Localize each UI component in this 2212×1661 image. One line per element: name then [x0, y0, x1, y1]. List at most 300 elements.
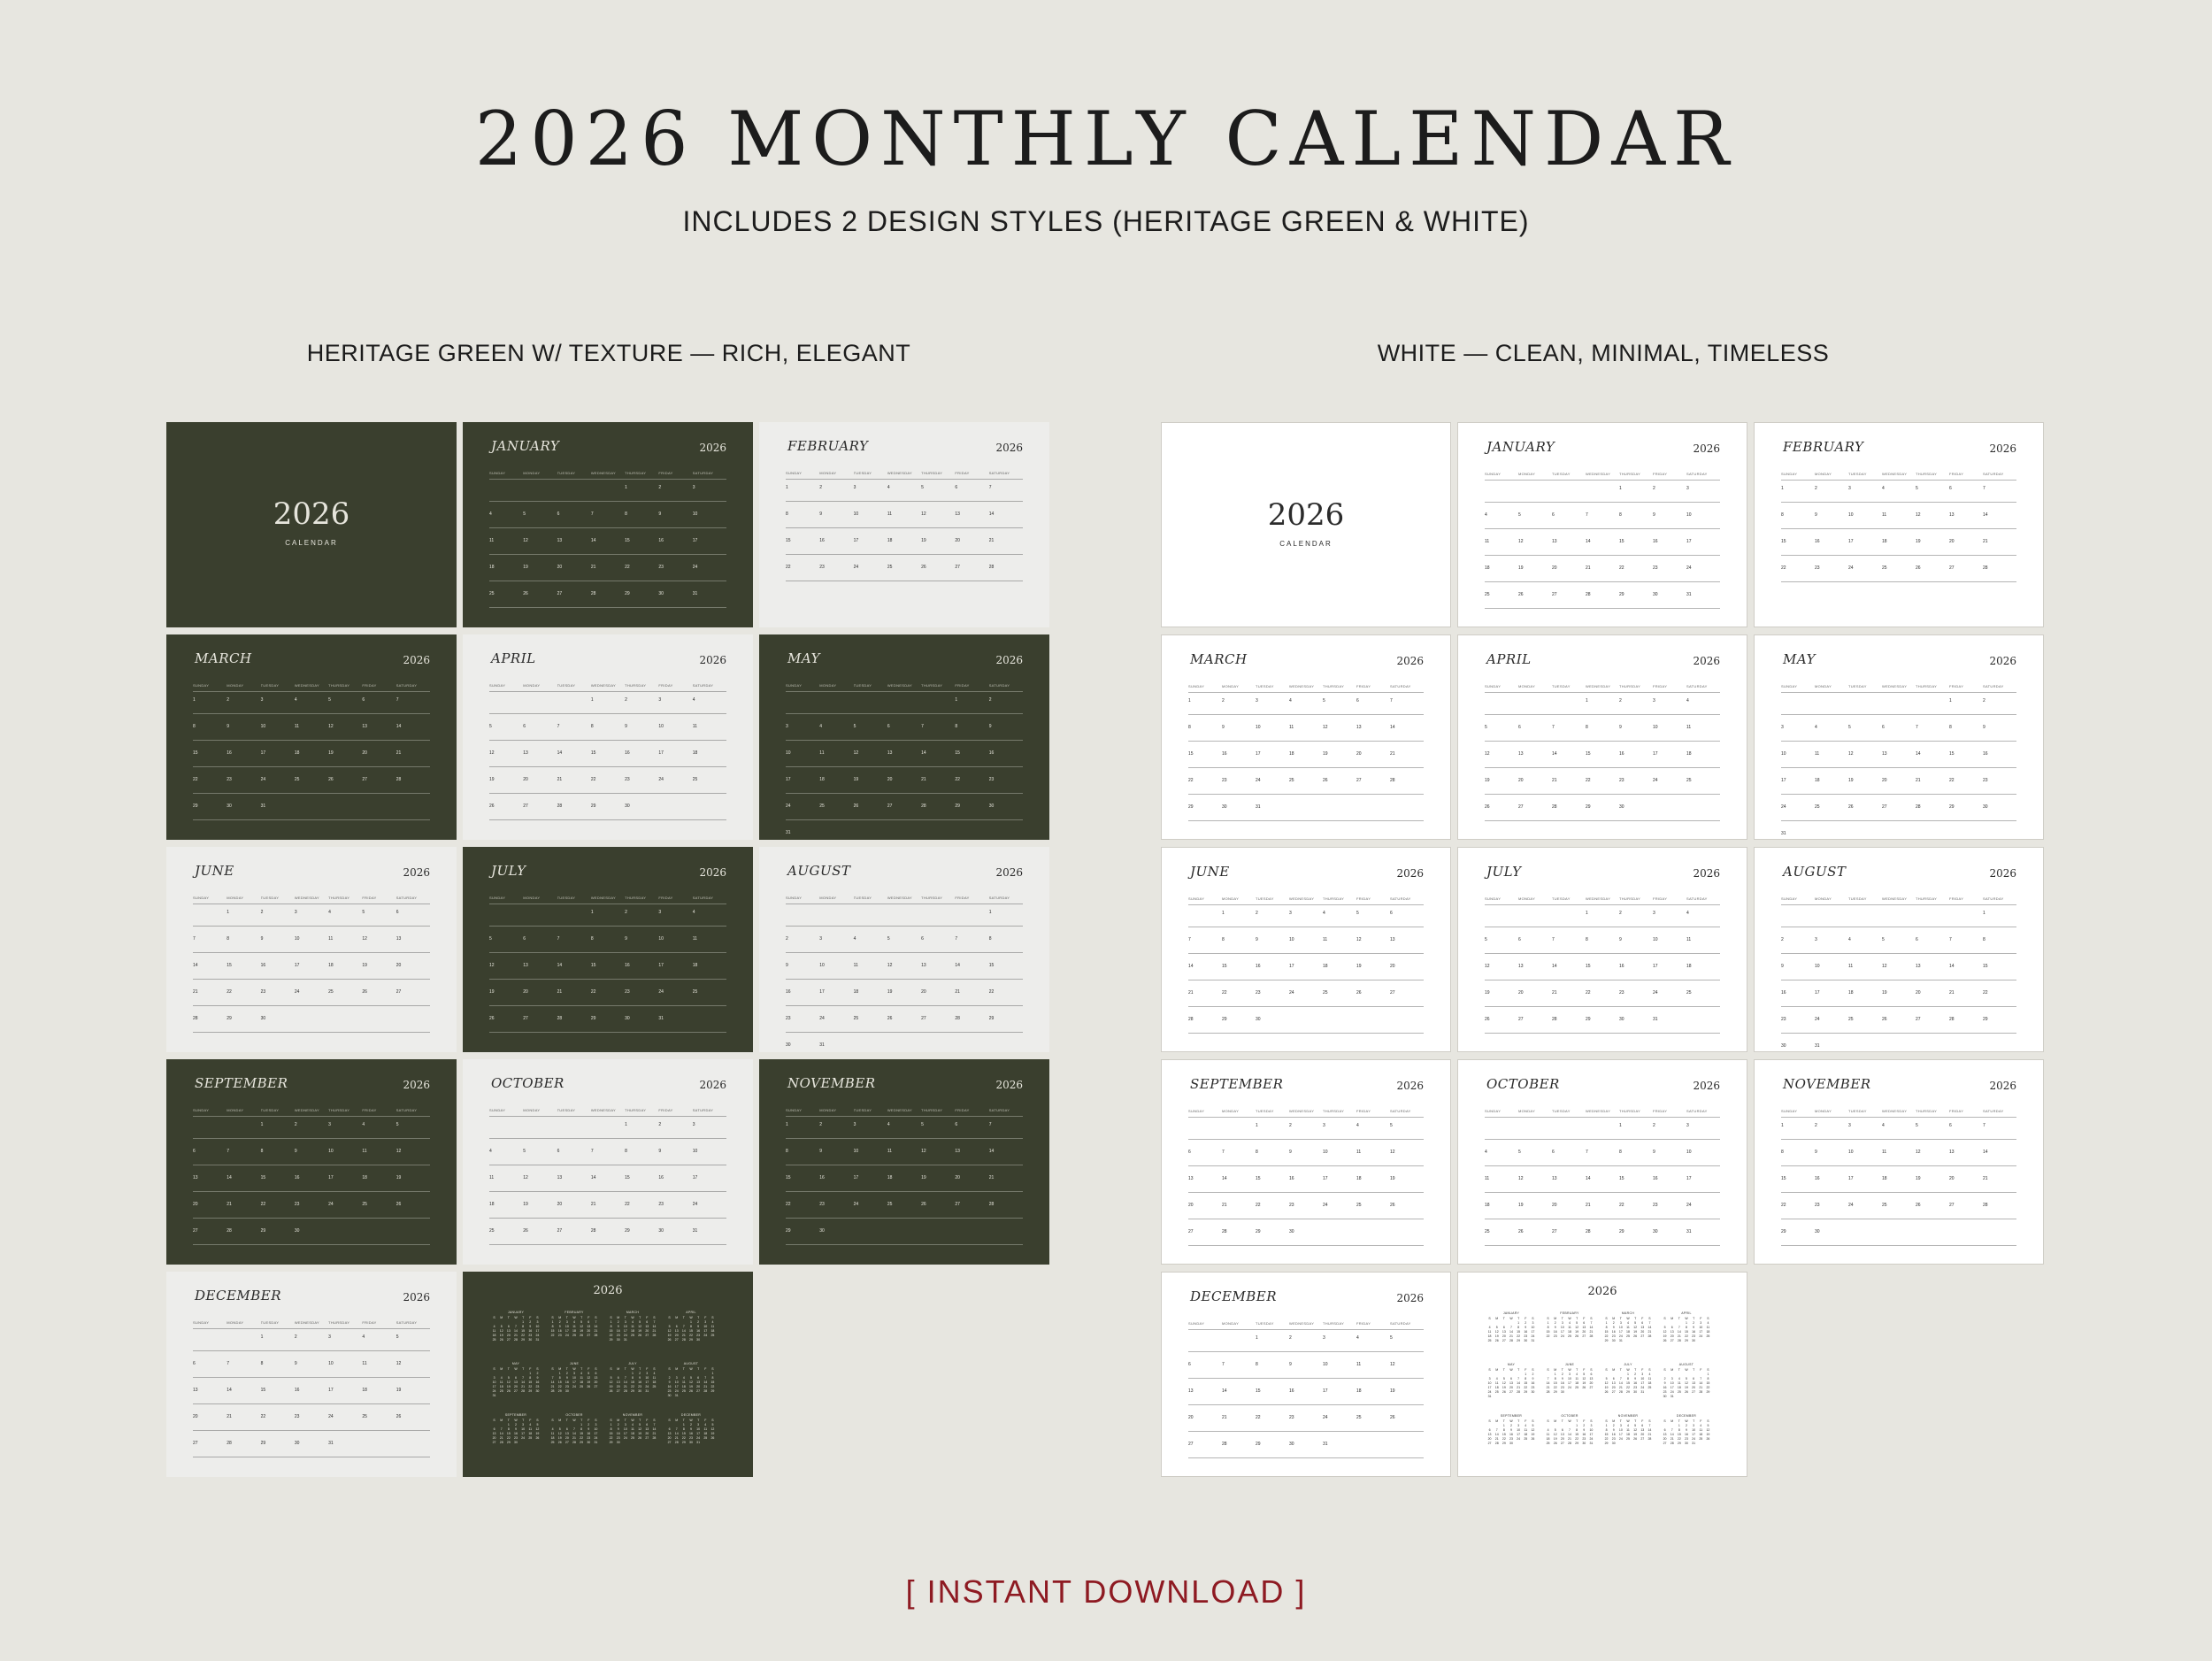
- mini-date: 18: [1706, 1330, 1710, 1334]
- mini-weekday: M: [1612, 1419, 1616, 1423]
- week-dates: [489, 1228, 726, 1234]
- weekday-header: [489, 471, 726, 478]
- date-number: 23: [1222, 778, 1227, 783]
- week-dates: [1781, 1043, 2016, 1049]
- weekday-label: TUESDAY: [1256, 1321, 1274, 1326]
- date-number: 2: [260, 910, 264, 915]
- mini-date: 8: [529, 1376, 532, 1380]
- mini-date: 3: [493, 1376, 495, 1380]
- row-line: [1485, 1139, 1720, 1140]
- mini-date: 28: [1589, 1334, 1594, 1338]
- mini-date: 23: [689, 1436, 693, 1440]
- mini-date: 27: [1582, 1334, 1586, 1338]
- date-number: 5: [887, 936, 890, 942]
- mini-date: 4: [1700, 1424, 1702, 1427]
- row-line: [1485, 1192, 1720, 1193]
- mini-date: 7: [1700, 1377, 1702, 1380]
- weekday-label: SUNDAY: [786, 1108, 803, 1112]
- date-number: 8: [590, 724, 594, 729]
- date-number: 18: [692, 750, 698, 756]
- mini-date: 31: [1618, 1339, 1623, 1342]
- mini-month-november: [1603, 1414, 1653, 1445]
- weekday-label: SUNDAY: [193, 1320, 210, 1325]
- week-row: [193, 1385, 430, 1404]
- week-dates: [1188, 1176, 1424, 1181]
- date-number: 23: [1289, 1203, 1294, 1208]
- mini-date: 3: [573, 1372, 575, 1375]
- date-number: 12: [1390, 1150, 1395, 1155]
- mini-date: 23: [1553, 1334, 1557, 1338]
- date-number: 20: [396, 963, 402, 968]
- mini-date: 17: [535, 1329, 540, 1333]
- mini-date: 12: [689, 1380, 693, 1384]
- month-page-november: [1754, 1059, 2044, 1265]
- weekday-label: FRIDAY: [955, 896, 970, 900]
- mini-date: 11: [1487, 1330, 1492, 1334]
- mini-weekday: S: [711, 1316, 714, 1319]
- date-number: 24: [658, 989, 664, 995]
- mini-date: 29: [681, 1441, 686, 1444]
- date-number: [887, 1042, 921, 1048]
- date-number: 23: [260, 989, 266, 995]
- mini-month-name: JUNE: [569, 1362, 580, 1365]
- date-number: 5: [1390, 1335, 1393, 1341]
- mini-month-grid: [1603, 1419, 1653, 1445]
- mini-date: 16: [1524, 1330, 1528, 1334]
- mini-weekday: S: [1707, 1317, 1709, 1320]
- week-row: [786, 827, 1023, 840]
- header-divider: [1485, 692, 1720, 693]
- date-number: 26: [1356, 990, 1362, 996]
- row-line: [786, 713, 1023, 714]
- date-number: [1222, 1335, 1256, 1341]
- date-number: 29: [1781, 1229, 1786, 1234]
- date-number: 4: [1686, 911, 1689, 916]
- date-number: 31: [692, 1228, 698, 1234]
- mini-date: 21: [550, 1385, 555, 1388]
- mini-date: 8: [1686, 1326, 1687, 1329]
- mini-date: 7: [1569, 1428, 1571, 1432]
- weekday-label: SUNDAY: [193, 1108, 210, 1112]
- mini-weekday: W: [1685, 1419, 1688, 1423]
- date-number: 5: [523, 1149, 526, 1154]
- row-line: [1781, 953, 2016, 954]
- mini-date: 19: [580, 1329, 584, 1333]
- date-number: 22: [1586, 778, 1591, 783]
- row-line: [193, 952, 430, 953]
- date-number: [921, 1042, 955, 1048]
- mini-date: 16: [1633, 1381, 1638, 1385]
- row-line: [786, 819, 1023, 820]
- mini-date: 18: [572, 1329, 576, 1333]
- mini-date: 7: [1547, 1377, 1549, 1380]
- date-number: [1983, 1043, 2016, 1049]
- date-number: 1: [786, 1122, 788, 1127]
- date-number: 5: [396, 1334, 399, 1340]
- header-divider: [1485, 1117, 1720, 1118]
- date-number: 10: [1323, 1150, 1328, 1155]
- date-number: 16: [625, 750, 630, 756]
- date-number: [1983, 1229, 2016, 1234]
- date-number: [1949, 911, 1983, 916]
- mini-date: 7: [1671, 1428, 1673, 1432]
- mini-weekday: T: [1619, 1419, 1622, 1423]
- mini-date: 17: [572, 1380, 576, 1384]
- date-number: 12: [1390, 1362, 1395, 1367]
- date-number: 5: [489, 936, 492, 942]
- cover-year: 2026: [273, 496, 350, 532]
- mini-weekday: F: [1525, 1419, 1527, 1423]
- mini-blank: [687, 1372, 694, 1375]
- mini-date: 12: [1633, 1428, 1638, 1432]
- week-dates: [489, 1122, 726, 1127]
- date-number: [396, 1441, 430, 1446]
- year-overview-page: [1457, 1272, 1747, 1477]
- date-number: 12: [489, 750, 495, 756]
- week-row: [1781, 1147, 2016, 1166]
- mini-date: 9: [1532, 1377, 1534, 1380]
- date-number: 13: [1552, 539, 1557, 544]
- weekday-header: [193, 896, 430, 903]
- mini-month-grid: [549, 1419, 599, 1444]
- mini-weekday: T: [522, 1419, 525, 1422]
- mini-date: 20: [667, 1436, 672, 1440]
- mini-date: 26: [1685, 1390, 1688, 1394]
- mini-date: 26: [1633, 1437, 1638, 1441]
- date-number: 10: [1289, 937, 1294, 942]
- date-number: 30: [658, 591, 664, 596]
- weekday-label: TUESDAY: [853, 683, 872, 688]
- weekday-label: SATURDAY: [1983, 472, 2004, 476]
- mini-weekday: S: [1590, 1419, 1593, 1423]
- week-row: [1485, 988, 1720, 1007]
- date-number: [1552, 486, 1586, 491]
- week-row: [1781, 988, 2016, 1007]
- date-number: 22: [786, 1202, 791, 1207]
- month-page-march: [1161, 634, 1451, 840]
- mini-date: 11: [703, 1427, 708, 1431]
- weekday-label: WEDNESDAY: [1586, 1109, 1611, 1113]
- date-number: 20: [1949, 1176, 1955, 1181]
- mini-date: 20: [1611, 1386, 1616, 1389]
- mini-month-january: [1486, 1311, 1536, 1342]
- date-number: 31: [819, 1042, 825, 1048]
- date-number: 16: [1815, 1176, 1820, 1181]
- month-year: 2026: [1693, 442, 1720, 455]
- week-row: [193, 1173, 430, 1192]
- mini-date: 4: [1576, 1373, 1578, 1376]
- week-row: [489, 588, 726, 608]
- mini-date: 20: [645, 1329, 649, 1333]
- mini-weekday: T: [1678, 1368, 1680, 1372]
- date-number: 8: [1781, 512, 1784, 518]
- mini-month-name: JANUARY: [1502, 1311, 1520, 1315]
- week-row: [193, 801, 430, 820]
- date-number: 26: [328, 777, 334, 782]
- mini-date: 5: [536, 1423, 539, 1426]
- mini-date: 27: [1560, 1442, 1564, 1445]
- mini-blank: [1669, 1373, 1675, 1376]
- mini-date: 28: [499, 1441, 503, 1444]
- mini-weekday: W: [1626, 1317, 1630, 1320]
- month-name: NOVEMBER: [1783, 1076, 1871, 1092]
- mini-weekday: T: [624, 1316, 626, 1319]
- month-year: 2026: [1989, 867, 2016, 880]
- row-line: [193, 1430, 430, 1431]
- weekday-label: SUNDAY: [1188, 896, 1205, 901]
- date-number: [1781, 698, 1815, 704]
- date-number: 30: [1619, 804, 1624, 810]
- mini-date: 1: [690, 1320, 692, 1324]
- mini-blank: [505, 1320, 511, 1324]
- date-number: 22: [1188, 778, 1194, 783]
- date-number: 2: [786, 936, 788, 942]
- mini-date: 6: [668, 1427, 671, 1431]
- date-number: 25: [489, 1228, 495, 1234]
- mini-date: 15: [1604, 1433, 1609, 1436]
- week-row: [193, 748, 430, 767]
- date-number: 4: [294, 697, 297, 703]
- date-number: 25: [887, 1202, 893, 1207]
- month-page-march: [166, 634, 457, 840]
- mini-date: 13: [594, 1376, 598, 1380]
- date-number: 9: [658, 1149, 662, 1154]
- date-number: 12: [1882, 964, 1887, 969]
- date-number: 25: [1686, 778, 1692, 783]
- date-number: 2: [294, 1122, 297, 1127]
- date-number: 27: [396, 989, 402, 995]
- mini-date: 6: [507, 1325, 510, 1328]
- date-number: 21: [590, 565, 596, 570]
- weekday-label: THURSDAY: [625, 1108, 647, 1112]
- mini-date: 14: [652, 1427, 657, 1431]
- row-line: [193, 713, 430, 714]
- weekday-label: TUESDAY: [1256, 1109, 1274, 1113]
- mini-date: 31: [1589, 1442, 1594, 1445]
- date-number: 4: [692, 910, 695, 915]
- week-dates: [786, 989, 1023, 995]
- date-number: 10: [1653, 725, 1658, 730]
- week-dates: [1485, 698, 1720, 704]
- date-number: [1289, 1017, 1323, 1022]
- mini-date: 14: [499, 1432, 503, 1435]
- mini-date: 3: [697, 1423, 700, 1426]
- date-number: 12: [396, 1149, 402, 1154]
- mini-date: 28: [1670, 1442, 1674, 1445]
- date-number: 9: [625, 936, 627, 942]
- mini-date: 15: [1706, 1381, 1710, 1385]
- weekday-label: FRIDAY: [362, 1320, 377, 1325]
- week-row: [1188, 1227, 1424, 1246]
- mini-date: 13: [667, 1432, 672, 1435]
- week-dates: [786, 1149, 1023, 1154]
- date-number: 4: [819, 724, 823, 729]
- date-number: 19: [1485, 990, 1490, 996]
- date-number: 2: [1653, 1123, 1655, 1128]
- month-name: NOVEMBER: [787, 1075, 876, 1091]
- mini-date: 28: [1568, 1442, 1571, 1445]
- date-number: 10: [1848, 512, 1854, 518]
- mini-date: 12: [1531, 1428, 1535, 1432]
- mini-date: 28: [521, 1389, 526, 1393]
- mini-date: 20: [1640, 1330, 1645, 1334]
- row-line: [1188, 1139, 1424, 1140]
- row-line: [193, 1350, 430, 1351]
- date-number: 7: [1916, 725, 1918, 730]
- date-number: [1552, 911, 1586, 916]
- mini-date: 8: [522, 1325, 525, 1328]
- date-number: 15: [1983, 964, 1988, 969]
- weekday-label: MONDAY: [1518, 896, 1536, 901]
- mini-date: 22: [710, 1385, 715, 1388]
- date-number: 10: [1848, 1150, 1854, 1155]
- mini-date: 12: [1553, 1433, 1557, 1436]
- date-number: 10: [853, 1149, 859, 1154]
- mini-date: 24: [1589, 1437, 1594, 1441]
- mini-date: 13: [616, 1380, 620, 1384]
- mini-date: 28: [1699, 1390, 1703, 1394]
- date-number: 15: [625, 538, 630, 543]
- date-number: 18: [1848, 990, 1854, 996]
- date-number: 14: [921, 750, 926, 756]
- date-number: 21: [1983, 1176, 1988, 1181]
- mini-date: 9: [1663, 1381, 1666, 1385]
- mini-weekday: F: [1700, 1368, 1702, 1372]
- week-row: [1188, 749, 1424, 768]
- date-number: 4: [887, 1122, 890, 1127]
- week-dates: [1781, 1203, 2016, 1208]
- date-number: 5: [1916, 1123, 1918, 1128]
- date-number: 27: [1518, 804, 1524, 810]
- date-number: 17: [328, 1175, 334, 1180]
- date-number: 12: [523, 538, 528, 543]
- week-row: [1188, 1200, 1424, 1219]
- week-row: [1485, 802, 1720, 821]
- mini-date: 27: [1487, 1442, 1492, 1445]
- week-dates: [1485, 1017, 1720, 1022]
- mini-date: 18: [1647, 1381, 1652, 1385]
- mini-date: 20: [1670, 1334, 1674, 1338]
- week-row: [786, 1040, 1023, 1052]
- mini-date: 27: [506, 1338, 511, 1342]
- date-number: 30: [294, 1441, 300, 1446]
- date-number: [955, 1042, 988, 1048]
- date-number: 17: [1256, 751, 1261, 757]
- date-number: 7: [1983, 1123, 1985, 1128]
- mini-date: 23: [565, 1385, 569, 1388]
- month-year: 2026: [403, 1079, 430, 1091]
- date-number: 18: [853, 989, 859, 995]
- date-number: 9: [294, 1149, 297, 1154]
- date-number: 12: [921, 511, 926, 517]
- mini-date: 25: [499, 1389, 503, 1393]
- mini-date: 9: [529, 1325, 532, 1328]
- date-number: 15: [988, 963, 995, 968]
- week-dates: [1188, 725, 1424, 730]
- mini-month-april: [666, 1311, 716, 1342]
- mini-month-grid: [608, 1419, 657, 1444]
- mini-weekday: S: [1663, 1317, 1666, 1320]
- date-number: 14: [590, 538, 596, 543]
- row-line: [1485, 1245, 1720, 1246]
- date-number: 19: [328, 750, 334, 756]
- mini-date: 4: [1648, 1373, 1651, 1376]
- mini-date: 24: [674, 1389, 679, 1393]
- mini-weekday: W: [1685, 1368, 1688, 1372]
- mini-date: 8: [690, 1325, 692, 1328]
- weekday-label: SATURDAY: [1983, 684, 2004, 688]
- date-number: 6: [1916, 937, 1918, 942]
- date-number: 24: [1256, 778, 1261, 783]
- week-dates: [1781, 698, 2016, 704]
- date-number: 19: [396, 1388, 402, 1393]
- date-number: 29: [625, 1228, 630, 1234]
- mini-blank: [1662, 1321, 1668, 1325]
- date-number: 23: [625, 989, 630, 995]
- mini-blank: [1552, 1424, 1558, 1427]
- date-number: 25: [294, 777, 300, 782]
- date-number: 17: [1848, 1176, 1854, 1181]
- mini-date: 19: [1582, 1381, 1586, 1385]
- mini-month-name: MAY: [511, 1362, 520, 1365]
- date-number: 22: [260, 1414, 266, 1419]
- mini-date: 18: [1568, 1330, 1571, 1334]
- mini-date: 27: [1589, 1386, 1594, 1389]
- weekday-label: SUNDAY: [1485, 472, 1502, 476]
- mini-weekday: T: [1678, 1317, 1680, 1320]
- week-dates: [1781, 831, 2016, 836]
- row-line: [1188, 1192, 1424, 1193]
- date-number: [1518, 486, 1552, 491]
- month-page-may: [759, 634, 1049, 840]
- weekday-label: SATURDAY: [988, 896, 1010, 900]
- mini-date: 7: [1648, 1424, 1651, 1427]
- date-number: 27: [955, 1202, 960, 1207]
- mini-date: 23: [1692, 1334, 1696, 1338]
- mini-date: 4: [632, 1423, 634, 1426]
- date-number: 14: [1188, 964, 1194, 969]
- month-name: AUGUST: [787, 863, 851, 879]
- mini-date: 7: [675, 1427, 678, 1431]
- date-number: 6: [955, 1122, 958, 1127]
- mini-date: 1: [1678, 1424, 1680, 1427]
- date-number: 25: [1815, 804, 1820, 810]
- row-line: [1781, 1006, 2016, 1007]
- mini-date: 8: [507, 1427, 510, 1431]
- date-number: 10: [1323, 1362, 1328, 1367]
- mini-date: 25: [1677, 1390, 1681, 1394]
- mini-date: 17: [645, 1380, 649, 1384]
- mini-date: 15: [580, 1432, 584, 1435]
- mini-weekday: T: [1634, 1368, 1637, 1372]
- mini-date: 29: [1604, 1339, 1609, 1342]
- date-number: 13: [1518, 964, 1524, 969]
- date-number: 2: [1222, 698, 1225, 704]
- week-dates: [1485, 512, 1720, 518]
- mini-month-grid: [549, 1367, 599, 1393]
- date-number: 1: [260, 1122, 264, 1127]
- date-number: 6: [1356, 698, 1359, 704]
- mini-date: 30: [1531, 1390, 1535, 1394]
- mini-date: 2: [536, 1372, 539, 1375]
- mini-date: 21: [1647, 1433, 1652, 1436]
- weekday-label: THURSDAY: [921, 683, 943, 688]
- weekday-label: MONDAY: [1815, 472, 1832, 476]
- month-name: DECEMBER: [1190, 1288, 1278, 1304]
- mini-date: 2: [588, 1423, 590, 1426]
- mini-date: 8: [1517, 1326, 1520, 1329]
- mini-date: 17: [1699, 1330, 1703, 1334]
